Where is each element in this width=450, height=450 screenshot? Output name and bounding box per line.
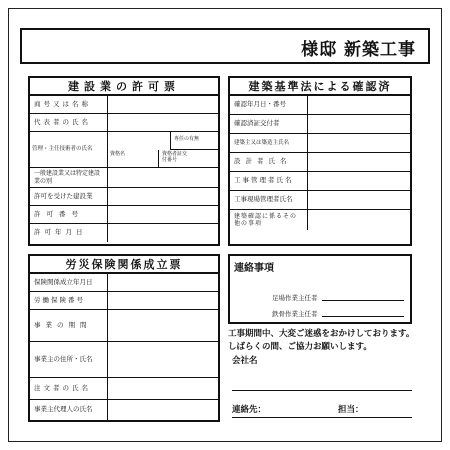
person-label: 担当： — [338, 405, 364, 415]
labor-value-owner — [108, 342, 218, 377]
contact-line — [232, 417, 412, 418]
standards-label-owner: 建築主又は築造主氏名 — [230, 134, 308, 152]
permit-row-number — [30, 206, 218, 224]
standards-heading: 建築基準法による確認済 — [230, 78, 410, 96]
labor-value-date — [108, 274, 218, 291]
standards-row-owner — [230, 134, 410, 153]
permit-row-type — [30, 168, 218, 188]
standards-value-supervisor — [308, 172, 410, 190]
permit-row-date — [30, 224, 218, 242]
project-title: 様邸 新築工事 — [301, 40, 416, 60]
standards-row-other — [230, 210, 410, 230]
labor-label-agent: 事業主代理人の氏名 — [30, 400, 108, 420]
rebar-manager-label: 鉄骨作業主任者 — [272, 310, 318, 318]
permit-label-company: 商号又は名称 — [30, 96, 108, 113]
labor-label-number: 労働保険番号 — [30, 292, 108, 309]
standards-label-date: 確認年月日・番号 — [230, 96, 308, 114]
permit-row-rep — [30, 114, 218, 132]
standards-row-designer — [230, 153, 410, 172]
labor-row-client — [30, 378, 218, 400]
labor-value-agent — [108, 400, 218, 420]
standards-row-supervisor — [230, 172, 410, 191]
exclusive-label: 専任の有無 — [174, 136, 200, 142]
contact-heading: 連絡事項 — [234, 263, 274, 274]
labor-row-period — [30, 310, 218, 342]
standards-label-supervisor: 工事管理者氏名 — [230, 172, 308, 190]
labor-row-number — [30, 292, 218, 310]
permit-value-manager — [108, 132, 218, 167]
contact-label: 連絡先： — [232, 405, 267, 415]
labor-label-period: 事業の期間 — [30, 310, 108, 341]
rebar-manager-line — [322, 316, 404, 317]
permit-panel — [28, 76, 220, 246]
standards-label-issuer: 確認済証交付者 — [230, 115, 308, 133]
permit-value-business — [108, 188, 218, 205]
labor-row-date — [30, 274, 218, 292]
labor-value-client — [108, 378, 218, 399]
standards-panel — [228, 76, 412, 246]
site-manager-label: 足場作業主任者 — [272, 294, 318, 302]
contact-panel — [228, 254, 412, 324]
permit-value-number — [108, 206, 218, 223]
permit-value-type — [108, 168, 218, 187]
standards-rows — [230, 96, 410, 230]
permit-label-manager: 管理・主任技術者の氏名 — [30, 132, 108, 167]
permit-label-type: 一般建設業又は特定建設業の別 — [30, 168, 108, 187]
labor-label-date: 保険関係成立年月日 — [30, 274, 108, 291]
labor-label-client: 注文者の氏名 — [30, 378, 108, 399]
labor-row-agent — [30, 400, 218, 420]
permit-rows — [30, 96, 218, 242]
permit-label-date: 許可年月日 — [30, 224, 108, 242]
labor-rows — [30, 274, 218, 420]
permit-label-number: 許可番号 — [30, 206, 108, 223]
labor-panel — [28, 254, 220, 422]
permit-row-manager — [30, 132, 218, 168]
standards-value-site — [308, 191, 410, 209]
cert-no-label: 資格者証交付番号 — [162, 151, 188, 163]
standards-row-site — [230, 191, 410, 210]
standards-label-site: 工事現場管理者氏名 — [230, 191, 308, 209]
labor-row-owner — [30, 342, 218, 378]
permit-value-rep — [108, 114, 218, 131]
labor-label-owner: 事業主の住所・氏名 — [30, 342, 108, 377]
permit-row-company — [30, 96, 218, 114]
permit-value-company — [108, 96, 218, 113]
site-manager-line — [322, 300, 404, 301]
labor-value-number — [108, 292, 218, 309]
standards-value-other — [308, 210, 410, 230]
standards-value-issuer — [308, 115, 410, 133]
standards-row-issuer — [230, 115, 410, 134]
labor-value-period — [108, 310, 218, 341]
title-box — [20, 28, 430, 64]
standards-label-other: 建築確認に係るその他の事項 — [230, 210, 308, 230]
company-line — [232, 390, 412, 391]
permit-label-business: 許可を受けた建設業 — [30, 188, 108, 205]
permit-heading: 建設業の許可票 — [30, 78, 218, 96]
standards-value-owner — [308, 134, 410, 152]
notice-line-2: しばらくの間、ご協力お願いします。 — [228, 342, 372, 352]
permit-label-rep: 代表者の氏名 — [30, 114, 108, 131]
company-label: 会社名 — [232, 356, 258, 366]
labor-heading: 労災保険関係成立票 — [30, 256, 218, 274]
standards-value-designer — [308, 153, 410, 171]
permit-value-date — [108, 224, 218, 242]
standards-value-date — [308, 96, 410, 114]
permit-row-business — [30, 188, 218, 206]
notice-line-1: 工事期間中、大変ご迷惑をおかけしております。 — [228, 329, 415, 339]
standards-row-date — [230, 96, 410, 115]
standards-label-designer: 設計者氏名 — [230, 153, 308, 171]
cert-name-label: 資格名 — [110, 151, 126, 157]
